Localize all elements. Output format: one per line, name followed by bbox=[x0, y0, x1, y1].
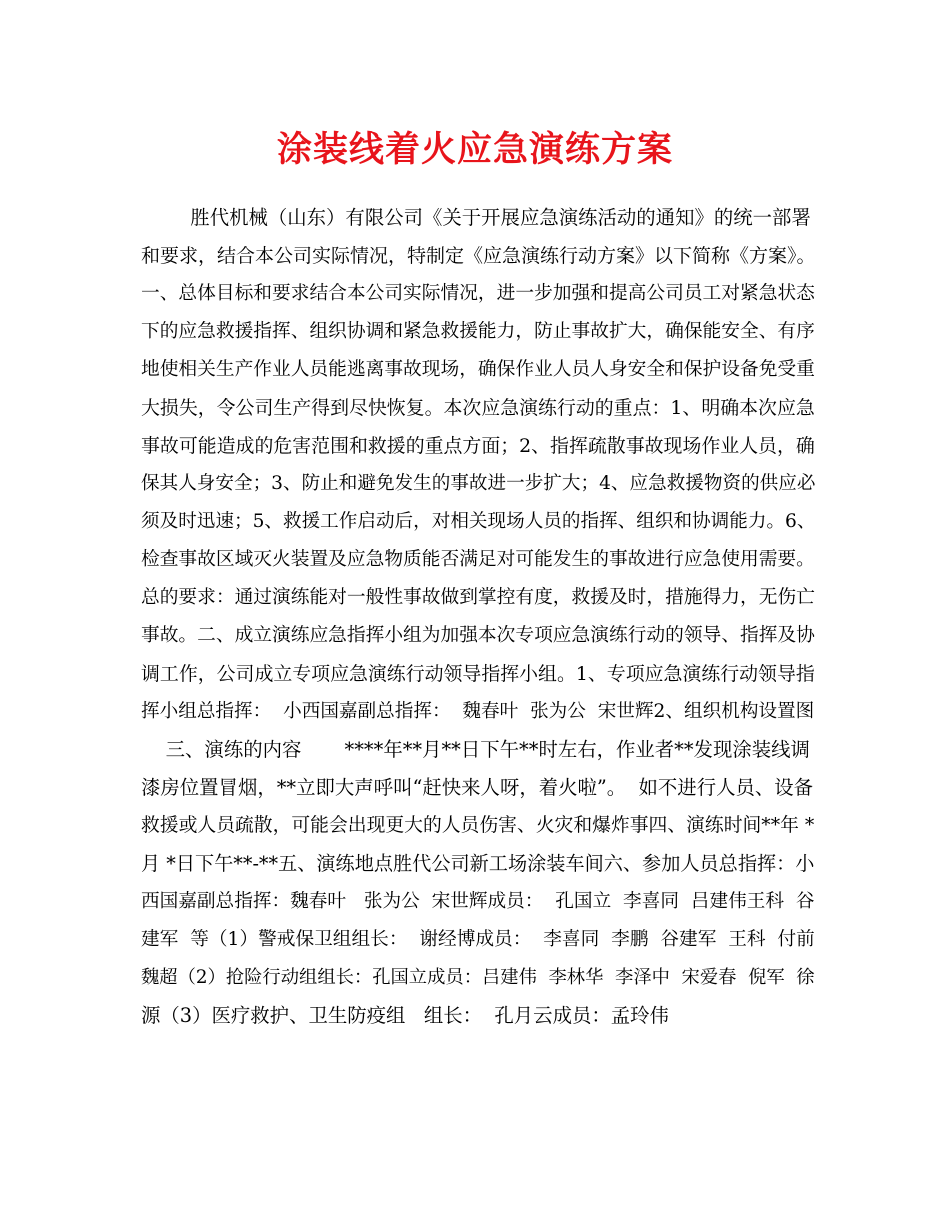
body-text-line: 胜代机械（山东）有限公司《关于开展应急演练活动的通知》的统一部署 bbox=[141, 206, 811, 229]
body-text-line: 总的要求：通过演练能对一般性事故做到掌控有度，救援及时，措施得力，无伤亡 bbox=[141, 587, 815, 608]
body-text-line: 魏超（2）抢险行动组组长：孔国立成员：吕建伟 李林华 李泽中 宋爱春 倪军 徐 bbox=[141, 967, 815, 988]
body-text-line: 月 *日下午**-**五、演练地点胜代公司新工场涂装车间六、参加人员总指挥：小 bbox=[141, 852, 815, 875]
body-text-line: 漆房位置冒烟，**立即大声呼叫“赶快来人呀，着火啦”。 如不进行人员、设备 bbox=[141, 776, 814, 799]
document-title: 涂装线着火应急演练方案 bbox=[276, 129, 673, 170]
body-text-line: 保其人身安全；3、防止和避免发生的事故进一步扩大；4、应急救援物资的供应必 bbox=[141, 473, 816, 494]
body-text-line: 事故可能造成的危害范围和救援的重点方面；2、指挥疏散事故现场作业人员，确 bbox=[141, 435, 815, 457]
body-text-line: 三、演练的内容 ****年**月**日下午**时左右，作业者**发现涂装线调 bbox=[141, 738, 810, 761]
body-text-line: 挥小组总指挥： 小西国嘉副总指挥： 魏春叶 张为公 宋世辉2、组织机构设置图 bbox=[141, 701, 815, 722]
body-text-line: 调工作，公司成立专项应急演练行动领导指挥小组。1、专项应急演练行动领导指 bbox=[141, 663, 815, 685]
body-text-line: 须及时迅速；5、救援工作启动后，对相关现场人员的指挥、组织和协调能力。6、 bbox=[141, 511, 816, 532]
body-text-line: 下的应急救援指挥、组织协调和紧急救援能力，防止事故扩大，确保能安全、有序 bbox=[141, 321, 815, 342]
body-text-line: 西国嘉副总指挥：魏春叶 张为公 宋世辉成员： 孔国立 李喜同 吕建伟王科 谷 bbox=[141, 891, 815, 912]
body-text-line: 源（3）医疗救护、卫生防疫组 组长： 孔月云成员：孟玲伟 bbox=[141, 1004, 669, 1027]
document-body bbox=[141, 199, 815, 1035]
body-text-line: 地使相关生产作业人员能逃离事故现场，确保作业人员人身安全和保护设备免受重 bbox=[141, 359, 815, 380]
body-text-line: 大损失，令公司生产得到尽快恢复。本次应急演练行动的重点：1、明确本次应急 bbox=[141, 397, 815, 419]
body-text-line: 检查事故区域灭火装置及应急物质能否满足对可能发生的事故进行应急使用需要。 bbox=[141, 549, 815, 570]
body-text-line: 事故。二、成立演练应急指挥小组为加强本次专项应急演练行动的领导、指挥及协 bbox=[141, 625, 815, 646]
body-text-line: 和要求，结合本公司实际情况，特制定《应急演练行动方案》以下简称《方案》。 bbox=[141, 245, 816, 267]
body-text-line: 救援或人员疏散，可能会出现更大的人员伤害、火灾和爆炸事四、演练时间**年 * bbox=[141, 815, 815, 836]
body-text-line: 一、总体目标和要求结合本公司实际情况，进一步加强和提高公司员工对紧急状态 bbox=[141, 283, 815, 304]
body-text-line: 建军 等（1）警戒保卫组组长： 谢经博成员： 李喜同 李鹏 谷建军 王科 付前 bbox=[141, 929, 815, 950]
